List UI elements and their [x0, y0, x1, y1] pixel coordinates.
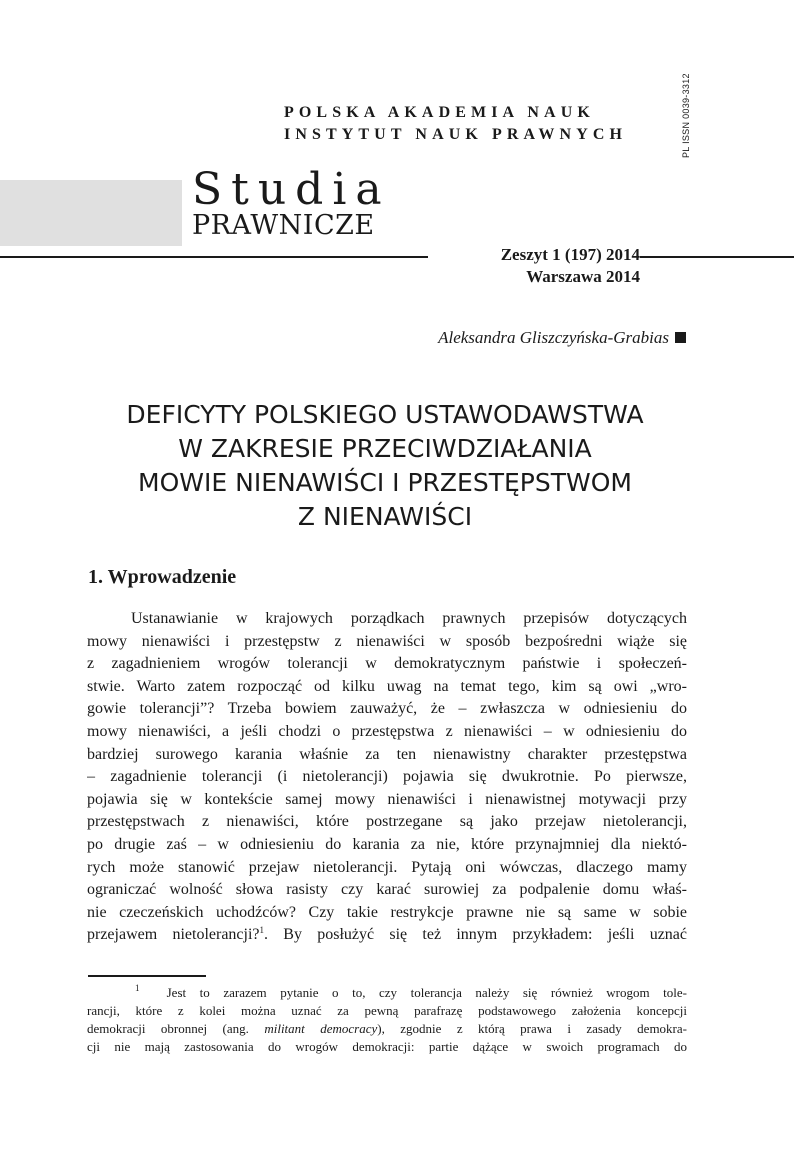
body-line: pojawia się w kontekście samej mowy nienawiści i nienawistnej motywacji przy: [87, 790, 687, 808]
body-line: – zagadnienie tolerancji (i nietolerancji) pojawia się dwukrotnie. Po pierwsze,: [87, 768, 687, 786]
body-line: przestępstwach z nienawiści, które postrzegane są jako przejaw nietolerancji,: [87, 813, 687, 831]
footnote-text: Jest to zarazem pytanie o to, czy tolerancja należy się również wrogom tole-: [166, 985, 687, 1000]
article-title: [80, 398, 690, 534]
footnote-line: [87, 984, 687, 1002]
title-line: DEFICYTY POLSKIEGO USTAWODAWSTWA: [126, 400, 644, 429]
body-text-segment: przejawem nietolerancji?: [87, 926, 260, 944]
body-line-last: [87, 924, 687, 947]
footnote-italic-term: militant democracy: [264, 1021, 378, 1036]
journal-logo-block: [0, 180, 182, 246]
section-heading: 1. Wprowadzenie: [88, 566, 237, 588]
body-line: z zagadnieniem wrogów tolerancji w demokratycznym państwie i społeczeń-: [87, 655, 687, 673]
body-line: mowy nienawiści, a jeśli chodzi o przestępstwa z nienawiści – w odniesieniu do: [87, 722, 687, 740]
author-marker-square: [675, 332, 686, 343]
footnote-text: ), zgodnie z którą prawa i zasady demokra-: [377, 1021, 687, 1036]
body-line: po drugie zaś – w odniesieniu do karania za nie, które przynajmniej dla niektó-: [87, 835, 687, 853]
institution-line-1: POLSKA AKADEMIA NAUK: [284, 104, 595, 121]
title-line: MOWIE NIENAWIŚCI I PRZESTĘPSTWOM: [138, 468, 632, 497]
body-line: mowy nienawiści i przestępstw z nienawiści w sposób bezpośredni wiąże się: [87, 632, 687, 650]
institution-line-2: INSTYTUT NAUK PRAWNYCH: [284, 126, 628, 143]
body-line: nie czeczeńskich uchodźców? Czy takie restrykcje prawne nie są same w sobie: [87, 903, 687, 921]
footnote-text: demokracji obronnej (ang.: [87, 1021, 265, 1036]
body-line: stwie. Warto zatem rozpocząć od kilku uwag na temat tego, kim są owi „wro-: [87, 677, 687, 695]
body-line: gowie tolerancji”? Trzeba bowiem zauważyć, że – zwłaszcza w odniesieniu do: [87, 700, 687, 718]
article-author: [438, 327, 686, 349]
footnote-line: cji nie mają zastosowania do wrogów demokracji: partie dążące w swoich programach do: [87, 1039, 687, 1054]
footnote-line: rancji, które z kolei można uznać za pewną parafrazę podstawowego założenia koncepcji: [87, 1003, 687, 1018]
journal-name-prawnicze: PRAWNICZE: [192, 210, 375, 241]
footnote-reference: 1: [259, 925, 265, 936]
footnote-line: [87, 1020, 687, 1038]
header-rule-left: [0, 256, 428, 258]
body-text-segment: . By posłużyć się też innym przykładem: jeśli uznać: [264, 926, 687, 944]
body-line: Ustanawianie w krajowych porządkach prawnych przepisów dotyczących: [131, 610, 687, 627]
title-line: Z NIENAWIŚCI: [297, 502, 473, 531]
issue-place-year: Warszawa 2014: [526, 267, 640, 286]
footnotes: [87, 984, 687, 1056]
title-line: W ZAKRESIE PRZECIWDZIAŁANIA: [178, 434, 592, 463]
body-text: [87, 608, 687, 947]
header-rule-right: [640, 256, 794, 258]
footnote-number: 1: [135, 984, 140, 993]
issn-label: PL ISSN 0039-3312: [681, 73, 691, 158]
author-name: Aleksandra Gliszczyńska-Grabias: [438, 328, 669, 347]
issue-number: Zeszyt 1 (197) 2014: [500, 245, 640, 264]
body-line: bardziej surowego karania właśnie za ten nienawistny charakter przestępstwa: [87, 745, 687, 763]
body-line: ograniczać wolność słowa rasisty czy karać surowiej za podpalenie domu właś-: [87, 881, 687, 899]
body-line: rych może stanowić przejaw nietolerancji. Pytają oni wówczas, dlaczego mamy: [87, 858, 687, 876]
journal-name-studia: Studia: [192, 164, 391, 215]
footnote-rule: [88, 975, 206, 977]
